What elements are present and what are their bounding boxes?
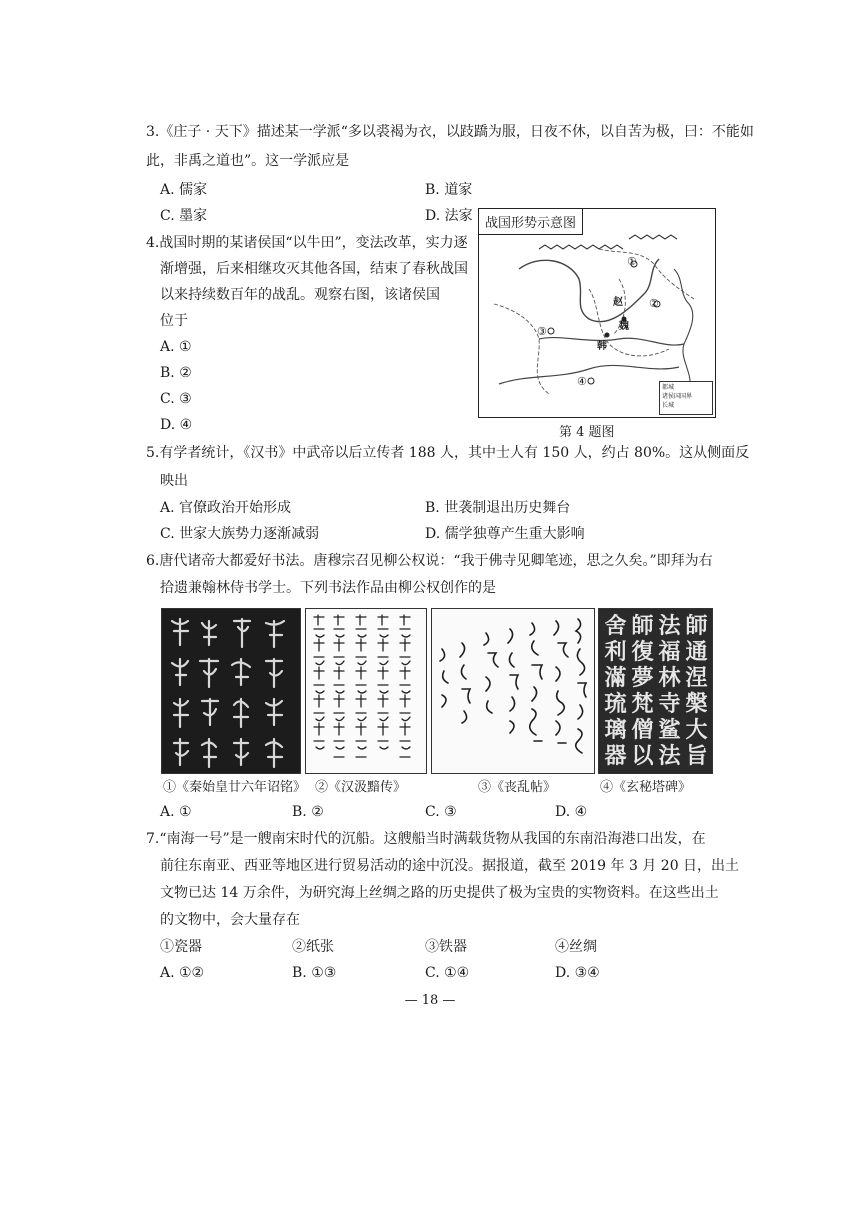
stele-char: 琉: [604, 691, 627, 717]
ink-running-script: [432, 609, 594, 773]
stele-char: 林: [658, 665, 681, 691]
map-label-zhao: 赵: [613, 297, 623, 308]
q4-option-b: B. ②: [160, 365, 192, 381]
legend-wall: 长城: [662, 402, 675, 409]
stele-char: 梵: [631, 691, 654, 717]
stele-char: 法: [658, 613, 681, 639]
q3-option-b: B. 道家: [425, 182, 473, 198]
q4-stem-line3: 以来持续数百年的战乱。观察右图，该诸侯国: [160, 287, 440, 303]
map-marker-3: ③: [537, 325, 547, 338]
q5-stem-line1: 5.有学者统计，《汉书》中武帝以后立传者 188 人，其中士人有 150 人，约占 80%。这从侧面反: [146, 445, 750, 461]
q5-option-d: D. 儒学独尊产生重大影响: [425, 526, 585, 542]
stele-char: 器: [604, 743, 627, 769]
q5-option-a: A. 官僚政治开始形成: [160, 500, 292, 516]
stele-char: 舍: [604, 613, 627, 639]
q3-stem-line1: 3.《庄子 · 天下》描述某一学派“多以裘褐为衣，以跂蹻为服，日夜不休，以自苦为极，曰：不能如: [146, 124, 754, 140]
stele-char: 利: [604, 639, 627, 665]
q7-stem-line4: 的文物中，会大量存在: [160, 912, 300, 928]
q3-option-a: A. 儒家: [160, 182, 208, 198]
stele-char: 旨: [685, 743, 708, 769]
map-label-wei: 魏: [619, 321, 629, 332]
calligraphy-caption-3: ③《丧乱帖》: [478, 780, 557, 795]
ink-small-regular-script: [306, 609, 426, 773]
calligraphy-image-1: [161, 608, 301, 774]
q7-option-d: D. ③④: [555, 965, 600, 981]
stele-char: 福: [658, 639, 681, 665]
map-marker-2: ②: [649, 297, 659, 310]
q3-option-d: D. 法家: [425, 208, 473, 224]
q7-stem-line2: 前往东南亚、西亚等地区进行贸易活动的途中沉没。据报道，截至 2019 年 3 月 20 日，出土: [160, 858, 740, 874]
q4-option-a: A. ①: [160, 339, 192, 355]
q7-option-a: A. ①②: [160, 965, 205, 981]
q3-stem-line2: 此，非禹之道也”。这一学派应是: [146, 153, 350, 169]
q7-option-b: B. ①③: [292, 965, 337, 981]
q7-item-3: ③铁器: [425, 939, 467, 955]
q4-option-c: C. ③: [160, 391, 192, 407]
calligraphy-caption-2: ②《汉汲黯传》: [315, 780, 407, 795]
q7-stem-line1: 7.“南海一号”是一艘南宋时代的沉船。这艘船当时满载货物从我国的东南沿海港口出发，在: [146, 831, 706, 847]
stele-char: 鲨: [658, 717, 681, 743]
q7-option-c: C. ①④: [425, 965, 470, 981]
stele-char: 僧: [631, 717, 654, 743]
stele-char: 璃: [604, 717, 627, 743]
q7-item-4: ④丝绸: [555, 939, 597, 955]
stele-char: 涅: [685, 665, 708, 691]
stele-char: 槃: [685, 691, 708, 717]
stele-char: 復: [631, 639, 654, 665]
q6-stem-line2: 拾遗兼翰林侍书学士。下列书法作品由柳公权创作的是: [160, 580, 496, 596]
calligraphy-caption-4: ④《玄秘塔碑》: [600, 780, 692, 795]
map-marker-1: ①: [627, 255, 637, 268]
stele-char: 法: [658, 743, 681, 769]
rubbing-seal-script: [162, 609, 300, 773]
q4-stem-line4: 位于: [160, 313, 188, 329]
calligraphy-image-3: [431, 608, 595, 774]
page-number: — 18 —: [404, 993, 456, 1008]
stele-char: 以: [631, 743, 654, 769]
map-title: 战国形势示意图: [479, 209, 583, 235]
map-caption: 第 4 题图: [559, 425, 615, 440]
q7-stem-line3: 文物已达 14 万余件，为研究海上丝绸之路的历史提供了极为宝贵的实物资料。在这些出土: [160, 885, 719, 901]
q6-stem-line1: 6.唐代诸帝大都爱好书法。唐穆宗召见柳公权说：“我于佛寺见卿笔迹，思之久矣。”即拜为右: [146, 553, 713, 569]
q4-stem-line2: 渐增强，后来相继攻灭其他各国，结束了春秋战国: [160, 261, 468, 277]
q6-option-c: C. ③: [425, 804, 457, 820]
q6-option-b: B. ②: [292, 804, 324, 820]
calligraphy-caption-1: ①《秦始皇廿六年诏铭》: [163, 780, 307, 795]
q3-option-c: C. 墨家: [160, 208, 208, 224]
legend-capital: 都城: [662, 384, 675, 391]
stele-char: 師: [685, 613, 708, 639]
stele-char: 滿: [604, 665, 627, 691]
map-label-han: 韩: [597, 341, 607, 352]
q7-item-1: ①瓷器: [160, 939, 202, 955]
map-marker-4: ④: [577, 375, 587, 388]
q4-option-d: D. ④: [160, 417, 193, 433]
warring-states-map: [478, 208, 716, 418]
stele-char: 師: [631, 613, 654, 639]
stele-char: 通: [685, 639, 708, 665]
stele-characters: [601, 613, 710, 769]
q5-stem-line2: 映出: [160, 473, 188, 489]
q6-option-d: D. ④: [555, 804, 588, 820]
q5-option-b: B. 世袭制退出历史舞台: [425, 500, 571, 516]
q6-option-a: A. ①: [160, 804, 192, 820]
q7-item-2: ②纸张: [292, 939, 334, 955]
stele-char: 大: [685, 717, 708, 743]
legend-border: 诸侯国国界: [662, 393, 693, 400]
q4-stem-line1: 4.战国时期的某诸侯国“以牛田”，变法改革，实力逐: [146, 235, 468, 251]
q5-option-c: C. 世家大族势力逐渐减弱: [160, 526, 320, 542]
calligraphy-image-2: [305, 608, 427, 774]
calligraphy-image-4: [598, 608, 713, 774]
stele-char: 寺: [658, 691, 681, 717]
map-legend: [659, 381, 713, 415]
stele-char: 夢: [631, 665, 654, 691]
